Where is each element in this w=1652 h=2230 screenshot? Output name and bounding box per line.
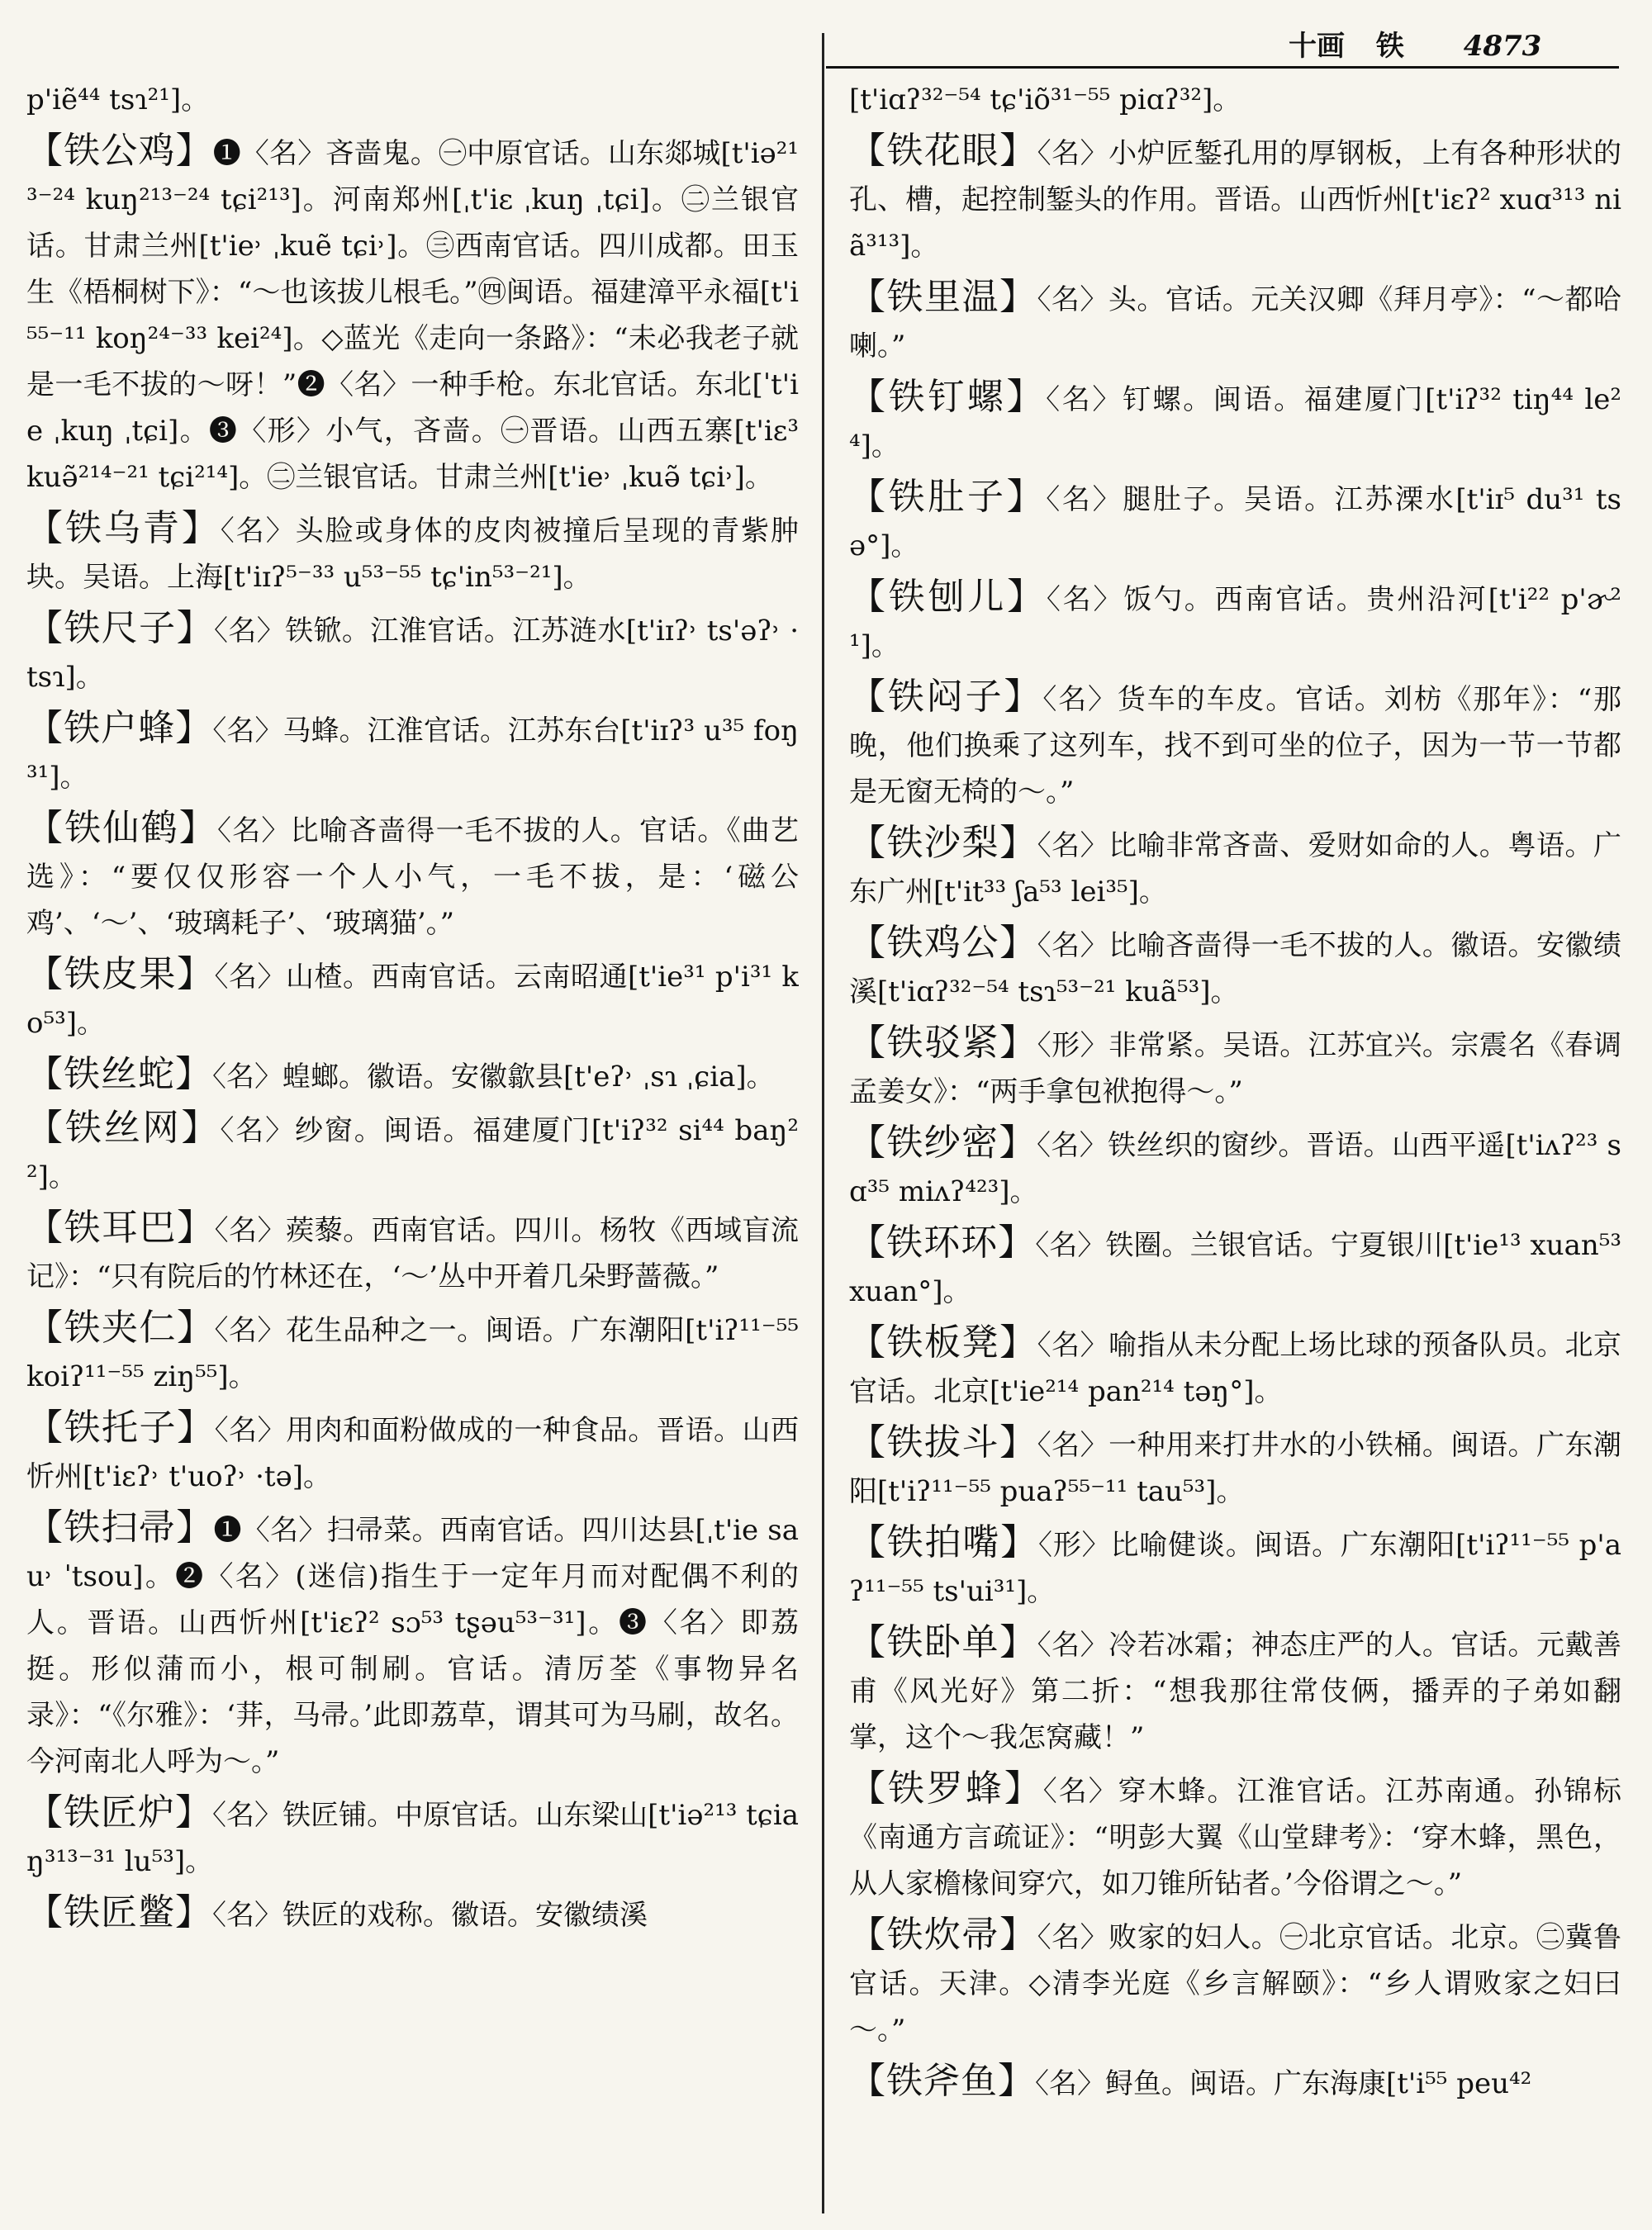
column-divider [822, 33, 824, 2213]
entry-definition: ❶〈名〉扫帚菜。西南官话。四川达县[ˌt'ie sau˒ ˈtsou]。❷〈名〉(迷信)指生于一定年月而对配偶不利的人。晋语。山西忻州[t'iɛʔ² sɔ⁵³ tʂəu⁵³⁻³¹]。❸〈名〉即荔挺。形似蒲而小，根可制刷。官话。清厉荃《事物异名录》：“《尔雅》：‘荓，马帚。’此即荔草，谓其可为马刷，故名。今河南北人呼为～。” [26, 1514, 799, 1778]
dictionary-entry [849, 1766, 1621, 1907]
entry-headword: 【铁刨儿】 [849, 576, 1047, 618]
dictionary-entry [26, 951, 799, 1046]
entry-headword: 【铁板凳】 [849, 1321, 1037, 1364]
dictionary-entry [26, 1105, 799, 1200]
dictionary-entry [849, 820, 1621, 915]
entry-headword: 【铁鸡公】 [849, 922, 1037, 964]
entry-definition: 〈名〉比喻吝啬得一毛不拔的人。徽语。安徽绩溪[t'iɑʔ³²⁻⁵⁴ tsɿ⁵³⁻²¹ kuã⁵³]。 [849, 929, 1621, 1008]
entry-headword: 【铁沙梨】 [849, 822, 1037, 864]
dictionary-entry [26, 505, 799, 600]
dictionary-entry [849, 1620, 1621, 1761]
entry-definition: 〈名〉小炉匠錾孔用的厚钢板，上有各种形状的孔、槽，起控制錾头的作用。晋语。山西忻州[t'iɛʔ² xuɑ³¹³ niã³¹³]。 [849, 137, 1621, 263]
entry-headword: 【铁耳巴】 [26, 1207, 215, 1249]
dictionary-entry [26, 1305, 799, 1400]
entry-headword: 【铁环环】 [849, 1222, 1036, 1264]
entry-headword: 【铁皮果】 [26, 953, 215, 995]
entry-definition: 〈名〉山楂。西南官话。云南昭通[t'ie³¹ p'i³¹ ko⁵³]。 [26, 961, 799, 1040]
entry-definition: 〈名〉比喻非常吝啬、爱财如命的人。粤语。广东广州[t'it³³ ʃa⁵³ lei³⁵]。 [849, 829, 1621, 909]
dictionary-entry [26, 1505, 799, 1785]
dictionary-entry [849, 574, 1621, 669]
dictionary-entry [849, 474, 1621, 569]
right-column [849, 74, 1621, 2213]
entry-definition: 〈形〉比喻健谈。闽语。广东潮阳[t'iʔ¹¹⁻⁵⁵ p'aʔ¹¹⁻⁵⁵ ts'ui³¹]。 [849, 1529, 1621, 1608]
entry-definition: [t'iɑʔ³²⁻⁵⁴ tɕ'iõ³¹⁻⁵⁵ piɑʔ³²]。 [849, 83, 1241, 116]
dictionary-entry [849, 920, 1621, 1015]
header-rule [826, 66, 1619, 69]
entry-definition: 〈形〉非常紧。吴语。江苏宜兴。宗震名《春调孟姜女》：“两手拿包袱抱得～。” [849, 1029, 1621, 1108]
dictionary-entry [26, 605, 799, 700]
entry-definition: 〈名〉铁匠铺。中原官话。山东梁山[t'iə²¹³ tɕiaŋ³¹³⁻³¹ lu⁵³]。 [26, 1799, 799, 1878]
dictionary-entry [26, 1051, 799, 1100]
dictionary-entry [26, 74, 799, 123]
entry-definition: p'iẽ⁴⁴ tsɿ²¹]。 [26, 83, 210, 116]
dictionary-entry [849, 1120, 1621, 1215]
entry-headword: 【铁驳紧】 [849, 1022, 1037, 1064]
entry-definition: 〈名〉头脸或身体的皮肉被撞后呈现的青紫肿块。吴语。上海[t'iɪʔ⁵⁻³³ u⁵³⁻⁵⁵ tɕ'in⁵³⁻²¹]。 [26, 515, 799, 594]
entry-definition: 〈名〉铁匠的戏称。徽语。安徽绩溪 [212, 1899, 648, 1932]
entry-definition: 〈名〉鲟鱼。闽语。广东海康[t'i⁵⁵ peu⁴² [1035, 2067, 1532, 2100]
entry-definition: 〈名〉纱窗。闽语。福建厦门[t'iʔ³² si⁴⁴ baŋ²²]。 [26, 1114, 799, 1193]
entry-headword: 【铁拍嘴】 [849, 1521, 1039, 1563]
entry-definition: 〈名〉冷若冰霜；神态庄严的人。官话。元戴善甫《风光好》第二折：“想我那往常伎俩，播弄的子弟如翻掌，这个～我怎窝藏！” [849, 1629, 1621, 1754]
entry-headword: 【铁扫帚】 [26, 1506, 214, 1549]
dictionary-entry [26, 128, 799, 501]
entry-headword: 【铁乌青】 [26, 507, 221, 549]
dictionary-entry [26, 1890, 799, 1938]
section-label: 十画 [1289, 30, 1345, 63]
dictionary-entry [849, 1020, 1621, 1115]
dictionary-entry [26, 705, 799, 800]
dictionary-entry [26, 1205, 799, 1300]
entry-headword: 【铁罗蜂】 [849, 1767, 1043, 1810]
dictionary-entry [26, 1405, 799, 1500]
entry-headword: 【铁里温】 [849, 276, 1037, 318]
dictionary-entry [849, 374, 1621, 469]
left-column [26, 74, 799, 2213]
entry-definition: 〈名〉比喻吝啬得一毛不拔的人。官话。《曲艺选》：“要仅仅形容一个人小气，一毛不拔，是：‘磁公鸡’、‘～’、‘玻璃耗子’、‘玻璃猫’。” [26, 814, 799, 940]
dictionary-entry [849, 128, 1621, 269]
entry-definition: 〈名〉铁锨。江淮官话。江苏涟水[t'iɪʔ˒ ts'əʔ˒ ·tsɿ]。 [26, 614, 799, 694]
entry-headword: 【铁钉螺】 [849, 376, 1047, 418]
entry-definition: 〈名〉铁丝织的窗纱。晋语。山西平遥[t'iʌʔ²³ sɑ³⁵ miʌʔ⁴²³]。 [849, 1129, 1621, 1208]
entry-headword: 【铁公鸡】 [26, 130, 213, 172]
entry-definition: 〈名〉穿木蜂。江淮官话。江苏南通。孙锦标《南通方言疏证》：“明彭大翼《山堂肆考》：‘穿木蜂，黑色，从人家檐椽间穿穴，如刀锥所钻者。’今俗谓之～。” [849, 1775, 1621, 1900]
entry-definition: 〈名〉腿肚子。吴语。江苏溧水[t'iɪ⁵ du³¹ tsə°]。 [849, 483, 1621, 562]
entry-definition: 〈名〉马蜂。江淮官话。江苏东台[t'iɪʔ³ u³⁵ foŋ³¹]。 [26, 714, 799, 794]
entry-headword: 【铁花眼】 [849, 130, 1037, 172]
entry-definition: 〈名〉用肉和面粉做成的一种食品。晋语。山西忻州[t'iɛʔ˒ t'uoʔ˒ ·tə]。 [26, 1414, 799, 1493]
entry-headword: 【铁丝网】 [26, 1107, 221, 1149]
dictionary-entry [849, 1520, 1621, 1615]
dictionary-entry [849, 1220, 1621, 1315]
page-number: 4873 [1463, 30, 1542, 63]
entry-headword: 【铁匠炉】 [26, 1791, 213, 1834]
entry-definition: 〈名〉头。官话。元关汉卿《拜月亭》：“～都哈喇。” [849, 283, 1621, 363]
entry-definition: 〈名〉蝗螂。徽语。安徽歙县[t'eʔ˒ ˌsɿ ˌɕia]。 [212, 1060, 775, 1094]
dictionary-entry [849, 674, 1621, 815]
entry-headword: 【铁闷子】 [849, 676, 1043, 718]
entry-headword: 【铁夹仁】 [26, 1307, 215, 1349]
entry-headword: 【铁炊帚】 [849, 1914, 1037, 1956]
dictionary-entry [849, 1320, 1621, 1415]
dictionary-entry [849, 74, 1621, 123]
entry-headword: 【铁纱密】 [849, 1122, 1037, 1164]
entry-definition: 〈名〉饭勺。西南官话。贵州沿河[t'i²² p'ɚ²¹]。 [849, 583, 1621, 662]
entry-definition: ❶〈名〉吝啬鬼。㊀中原官话。山东郯城[t'iə²¹³⁻²⁴ kuŋ²¹³⁻²⁴ tɕi²¹³]。河南郑州[ˌt'iɛ ˌkuŋ ˌtɕi]。㊁兰银官话。甘肃兰州[t'ie˒ ˌkuẽ tɕi˒]。㊂西南官话。四川成都。田玉生《梧桐树下》：“～也该拔儿根毛。”㊃闽语。福建漳平永福[t'i⁵⁵⁻¹¹ koŋ²⁴⁻³³ kei²⁴]。◇蓝光《走向一条路》：“未必我老子就是一毛不拔的～呀！”❷〈名〉一种手枪。东北官话。东北[ˈt'ie ˌkuŋ ˌtɕi]。❸〈形〉小气，吝啬。㊀晋语。山西五寨[t'iɛ³ kuə̃²¹⁴⁻²¹ tɕi²¹⁴]。㊁兰银官话。甘肃兰州[t'ie˒ ˌkuə̃ tɕi˒]。 [26, 137, 799, 494]
entry-definition: 〈名〉败家的妇人。㊀北京官话。北京。㊁冀鲁官话。天津。◇清李光庭《乡言解颐》：“乡人谓败家之妇曰～。” [849, 1921, 1621, 2047]
entry-headword: 【铁丝蛇】 [26, 1053, 212, 1095]
entry-definition: 〈名〉钉螺。闽语。福建厦门[t'iʔ³² tiŋ⁴⁴ le²⁴]。 [849, 383, 1621, 463]
index-character: 铁 [1375, 30, 1404, 63]
entry-definition: 〈名〉蒺藜。西南官话。四川。杨牧《西域盲流记》：“只有院后的竹林还在，‘～’丛中开着几朵野蔷薇。” [26, 1214, 799, 1293]
entry-headword: 【铁户蜂】 [26, 707, 213, 749]
entry-definition: 〈名〉一种用来打井水的小铁桶。闽语。广东潮阳[t'iʔ¹¹⁻⁵⁵ puaʔ⁵⁵⁻¹¹ tau⁵³]。 [849, 1429, 1621, 1508]
entry-headword: 【铁卧单】 [849, 1621, 1037, 1663]
dictionary-entry [849, 1420, 1621, 1515]
entry-headword: 【铁尺子】 [26, 607, 214, 649]
entry-definition: 〈名〉铁圈。兰银官话。宁夏银川[t'ie¹³ xuan⁵³ xuan°]。 [849, 1229, 1621, 1308]
dictionary-entry [849, 1912, 1621, 2053]
entry-headword: 【铁肚子】 [849, 476, 1047, 518]
entry-headword: 【铁拔斗】 [849, 1421, 1037, 1464]
entry-headword: 【铁匠鳖】 [26, 1891, 212, 1933]
entry-headword: 【铁托子】 [26, 1407, 215, 1449]
entry-headword: 【铁仙鹤】 [26, 807, 217, 849]
entry-headword: 【铁斧鱼】 [849, 2060, 1035, 2102]
dictionary-entry [26, 1790, 799, 1885]
page-header [1289, 23, 1619, 64]
dictionary-entry [849, 274, 1621, 369]
entry-definition: 〈名〉花生品种之一。闽语。广东潮阳[t'iʔ¹¹⁻⁵⁵ koiʔ¹¹⁻⁵⁵ ziŋ⁵⁵]。 [26, 1314, 799, 1393]
dictionary-entry [849, 2058, 1621, 2107]
dictionary-entry [26, 805, 799, 947]
entry-definition: 〈名〉货车的车皮。官话。刘枋《那年》：“那晚，他们换乘了这列车，找不到可坐的位子，因为一节一节都是无窗无椅的～。” [849, 683, 1621, 809]
entry-definition: 〈名〉喻指从未分配上场比球的预备队员。北京官话。北京[t'ie²¹⁴ pan²¹⁴ təŋ°]。 [849, 1329, 1621, 1408]
